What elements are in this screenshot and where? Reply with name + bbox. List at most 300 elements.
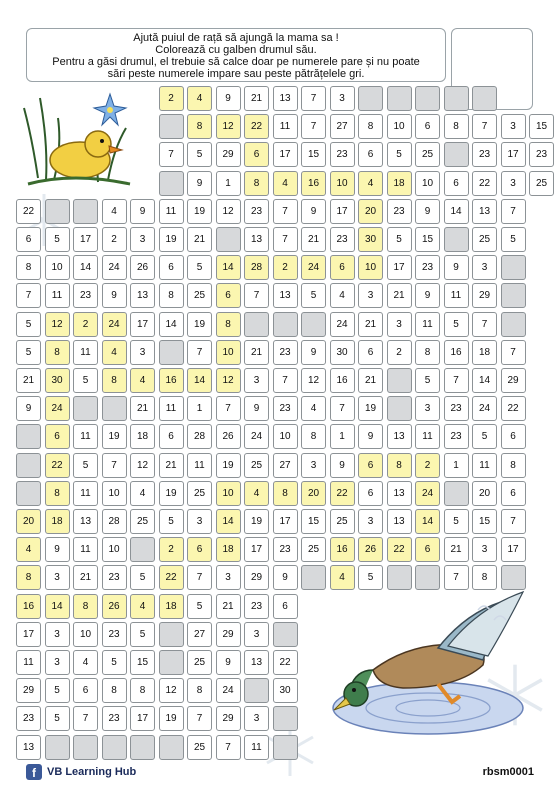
number-cell[interactable]: 11	[472, 453, 497, 478]
path-cell[interactable]: 8	[216, 312, 241, 337]
number-cell[interactable]: 17	[273, 142, 298, 167]
number-cell[interactable]: 5	[187, 255, 212, 280]
path-cell[interactable]: 16	[330, 537, 355, 562]
number-cell[interactable]: 8	[415, 340, 440, 365]
path-cell[interactable]: 8	[45, 481, 70, 506]
number-cell[interactable]: 3	[130, 340, 155, 365]
blocked-cell[interactable]	[415, 86, 440, 111]
number-cell[interactable]: 25	[330, 509, 355, 534]
number-cell[interactable]: 2	[102, 227, 127, 252]
brand-footer[interactable]	[26, 764, 136, 780]
number-cell[interactable]: 24	[102, 255, 127, 280]
number-cell[interactable]: 17	[501, 537, 526, 562]
number-cell[interactable]: 13	[16, 735, 41, 760]
path-cell[interactable]: 10	[216, 340, 241, 365]
number-cell[interactable]: 19	[159, 706, 184, 731]
path-cell[interactable]: 22	[330, 481, 355, 506]
path-cell[interactable]: 18	[45, 509, 70, 534]
number-cell[interactable]: 6	[16, 227, 41, 252]
number-cell[interactable]: 3	[358, 283, 383, 308]
number-cell[interactable]: 3	[244, 368, 269, 393]
number-cell[interactable]: 23	[330, 142, 355, 167]
number-cell[interactable]: 23	[444, 396, 469, 421]
path-cell[interactable]: 6	[45, 424, 70, 449]
path-cell[interactable]: 10	[330, 171, 355, 196]
number-cell[interactable]: 23	[273, 340, 298, 365]
number-cell[interactable]: 3	[301, 453, 326, 478]
path-cell[interactable]: 20	[358, 199, 383, 224]
number-cell[interactable]: 24	[330, 312, 355, 337]
number-cell[interactable]: 23	[16, 706, 41, 731]
number-cell[interactable]: 21	[244, 340, 269, 365]
number-cell[interactable]: 10	[387, 114, 412, 139]
number-cell[interactable]: 21	[244, 86, 269, 111]
number-cell[interactable]: 25	[472, 227, 497, 252]
number-cell[interactable]: 2	[387, 340, 412, 365]
path-cell[interactable]: 4	[130, 594, 155, 619]
number-cell[interactable]: 16	[330, 368, 355, 393]
path-cell[interactable]: 2	[159, 537, 184, 562]
path-cell[interactable]: 6	[415, 537, 440, 562]
number-cell[interactable]: 20	[472, 481, 497, 506]
number-cell[interactable]: 23	[73, 283, 98, 308]
path-cell[interactable]: 24	[45, 396, 70, 421]
number-cell[interactable]: 6	[358, 142, 383, 167]
path-cell[interactable]: 14	[45, 594, 70, 619]
blocked-cell[interactable]	[501, 312, 526, 337]
blocked-cell[interactable]	[216, 227, 241, 252]
blocked-cell[interactable]	[244, 678, 269, 703]
number-cell[interactable]: 11	[159, 199, 184, 224]
number-cell[interactable]: 13	[73, 509, 98, 534]
blocked-cell[interactable]	[501, 565, 526, 590]
blocked-cell[interactable]	[358, 86, 383, 111]
path-cell[interactable]: 4	[16, 537, 41, 562]
number-cell[interactable]: 3	[45, 650, 70, 675]
number-cell[interactable]: 23	[244, 199, 269, 224]
blocked-cell[interactable]	[45, 735, 70, 760]
number-cell[interactable]: 17	[387, 255, 412, 280]
path-cell[interactable]: 4	[358, 171, 383, 196]
number-cell[interactable]: 5	[187, 594, 212, 619]
number-cell[interactable]: 10	[73, 622, 98, 647]
number-cell[interactable]: 4	[301, 396, 326, 421]
path-cell[interactable]: 8	[16, 565, 41, 590]
number-cell[interactable]: 4	[130, 481, 155, 506]
number-cell[interactable]: 18	[472, 340, 497, 365]
number-cell[interactable]: 24	[244, 424, 269, 449]
number-cell[interactable]: 21	[444, 537, 469, 562]
number-cell[interactable]: 25	[415, 142, 440, 167]
number-cell[interactable]: 19	[102, 424, 127, 449]
number-cell[interactable]: 13	[273, 86, 298, 111]
number-cell[interactable]: 23	[102, 706, 127, 731]
number-cell[interactable]: 19	[187, 199, 212, 224]
number-cell[interactable]: 9	[415, 283, 440, 308]
blocked-cell[interactable]	[444, 481, 469, 506]
blocked-cell[interactable]	[102, 735, 127, 760]
number-cell[interactable]: 7	[301, 86, 326, 111]
number-cell[interactable]: 29	[216, 706, 241, 731]
number-cell[interactable]: 19	[358, 396, 383, 421]
number-cell[interactable]: 7	[501, 509, 526, 534]
number-cell[interactable]: 7	[16, 283, 41, 308]
number-cell[interactable]: 5	[102, 650, 127, 675]
number-cell[interactable]: 1	[216, 171, 241, 196]
path-cell[interactable]: 20	[301, 481, 326, 506]
blocked-cell[interactable]	[444, 86, 469, 111]
number-cell[interactable]: 19	[159, 227, 184, 252]
number-cell[interactable]: 17	[16, 622, 41, 647]
number-cell[interactable]: 3	[330, 86, 355, 111]
number-cell[interactable]: 7	[216, 735, 241, 760]
number-cell[interactable]: 4	[73, 650, 98, 675]
number-cell[interactable]: 8	[501, 453, 526, 478]
number-cell[interactable]: 7	[301, 114, 326, 139]
number-cell[interactable]: 30	[273, 678, 298, 703]
number-cell[interactable]: 10	[415, 171, 440, 196]
number-cell[interactable]: 9	[330, 453, 355, 478]
path-cell[interactable]: 2	[273, 255, 298, 280]
path-cell[interactable]: 24	[102, 312, 127, 337]
path-cell[interactable]: 2	[159, 86, 184, 111]
number-cell[interactable]: 29	[244, 565, 269, 590]
number-cell[interactable]: 11	[244, 735, 269, 760]
number-cell[interactable]: 21	[358, 368, 383, 393]
number-cell[interactable]: 29	[16, 678, 41, 703]
path-cell[interactable]: 6	[244, 142, 269, 167]
number-cell[interactable]: 19	[187, 312, 212, 337]
number-cell[interactable]: 3	[387, 312, 412, 337]
path-cell[interactable]: 16	[301, 171, 326, 196]
path-cell[interactable]: 8	[387, 453, 412, 478]
number-cell[interactable]: 25	[130, 509, 155, 534]
path-cell[interactable]: 14	[415, 509, 440, 534]
number-cell[interactable]: 5	[501, 227, 526, 252]
blocked-cell[interactable]	[102, 396, 127, 421]
number-cell[interactable]: 13	[244, 227, 269, 252]
number-cell[interactable]: 13	[244, 650, 269, 675]
number-cell[interactable]: 5	[387, 142, 412, 167]
blocked-cell[interactable]	[415, 565, 440, 590]
blocked-cell[interactable]	[159, 650, 184, 675]
number-cell[interactable]: 28	[102, 509, 127, 534]
number-cell[interactable]: 5	[73, 368, 98, 393]
number-cell[interactable]: 13	[387, 424, 412, 449]
number-cell[interactable]: 19	[159, 481, 184, 506]
number-cell[interactable]: 11	[45, 283, 70, 308]
path-cell[interactable]: 6	[330, 255, 355, 280]
number-cell[interactable]: 21	[387, 283, 412, 308]
number-cell[interactable]: 21	[159, 453, 184, 478]
path-cell[interactable]: 2	[415, 453, 440, 478]
number-cell[interactable]: 6	[501, 424, 526, 449]
number-cell[interactable]: 9	[45, 537, 70, 562]
number-cell[interactable]: 23	[387, 199, 412, 224]
number-cell[interactable]: 17	[244, 537, 269, 562]
number-cell[interactable]: 12	[159, 678, 184, 703]
blocked-cell[interactable]	[73, 199, 98, 224]
number-cell[interactable]: 5	[444, 509, 469, 534]
path-cell[interactable]: 10	[216, 481, 241, 506]
number-cell[interactable]: 22	[273, 650, 298, 675]
number-cell[interactable]: 7	[102, 453, 127, 478]
number-cell[interactable]: 8	[159, 283, 184, 308]
path-cell[interactable]: 22	[45, 453, 70, 478]
number-cell[interactable]: 7	[159, 142, 184, 167]
number-cell[interactable]: 15	[301, 509, 326, 534]
number-cell[interactable]: 9	[16, 396, 41, 421]
number-cell[interactable]: 11	[415, 424, 440, 449]
number-cell[interactable]: 28	[187, 424, 212, 449]
blocked-cell[interactable]	[16, 453, 41, 478]
path-cell[interactable]: 24	[301, 255, 326, 280]
number-cell[interactable]: 5	[444, 312, 469, 337]
number-cell[interactable]: 13	[387, 481, 412, 506]
number-cell[interactable]: 21	[358, 312, 383, 337]
number-cell[interactable]: 6	[501, 481, 526, 506]
number-cell[interactable]: 29	[216, 622, 241, 647]
number-cell[interactable]: 21	[130, 396, 155, 421]
number-cell[interactable]: 9	[415, 199, 440, 224]
number-cell[interactable]: 6	[159, 424, 184, 449]
number-cell[interactable]: 7	[187, 340, 212, 365]
number-cell[interactable]: 9	[301, 199, 326, 224]
number-cell[interactable]: 5	[358, 565, 383, 590]
number-cell[interactable]: 17	[130, 312, 155, 337]
number-cell[interactable]: 8	[472, 565, 497, 590]
number-cell[interactable]: 21	[216, 594, 241, 619]
blocked-cell[interactable]	[159, 735, 184, 760]
path-cell[interactable]: 22	[387, 537, 412, 562]
number-cell[interactable]: 8	[130, 678, 155, 703]
blocked-cell[interactable]	[16, 481, 41, 506]
number-cell[interactable]: 24	[216, 678, 241, 703]
path-cell[interactable]: 22	[244, 114, 269, 139]
blocked-cell[interactable]	[130, 537, 155, 562]
number-cell[interactable]: 3	[216, 565, 241, 590]
blocked-cell[interactable]	[73, 396, 98, 421]
blocked-cell[interactable]	[301, 565, 326, 590]
number-cell[interactable]: 29	[472, 283, 497, 308]
number-cell[interactable]: 5	[45, 678, 70, 703]
path-cell[interactable]: 6	[216, 283, 241, 308]
number-cell[interactable]: 7	[187, 565, 212, 590]
blocked-cell[interactable]	[387, 565, 412, 590]
path-cell[interactable]: 12	[216, 368, 241, 393]
number-cell[interactable]: 19	[216, 453, 241, 478]
blocked-cell[interactable]	[301, 312, 326, 337]
number-cell[interactable]: 17	[130, 706, 155, 731]
number-cell[interactable]: 27	[330, 114, 355, 139]
number-cell[interactable]: 25	[301, 537, 326, 562]
number-cell[interactable]: 23	[472, 142, 497, 167]
number-cell[interactable]: 5	[387, 227, 412, 252]
path-cell[interactable]: 8	[187, 114, 212, 139]
number-cell[interactable]: 4	[102, 199, 127, 224]
number-cell[interactable]: 1	[330, 424, 355, 449]
number-cell[interactable]: 22	[472, 171, 497, 196]
number-cell[interactable]: 15	[472, 509, 497, 534]
number-cell[interactable]: 5	[130, 565, 155, 590]
path-cell[interactable]: 14	[187, 368, 212, 393]
number-cell[interactable]: 5	[415, 368, 440, 393]
number-cell[interactable]: 8	[16, 255, 41, 280]
number-cell[interactable]: 15	[130, 650, 155, 675]
number-cell[interactable]: 3	[472, 537, 497, 562]
number-cell[interactable]: 11	[444, 283, 469, 308]
path-cell[interactable]: 2	[73, 312, 98, 337]
number-cell[interactable]: 3	[45, 622, 70, 647]
number-cell[interactable]: 27	[273, 453, 298, 478]
number-cell[interactable]: 16	[444, 340, 469, 365]
number-cell[interactable]: 25	[187, 283, 212, 308]
path-cell[interactable]: 8	[73, 594, 98, 619]
blocked-cell[interactable]	[273, 622, 298, 647]
number-cell[interactable]: 11	[159, 396, 184, 421]
number-cell[interactable]: 22	[501, 396, 526, 421]
blocked-cell[interactable]	[73, 735, 98, 760]
number-cell[interactable]: 17	[330, 199, 355, 224]
number-cell[interactable]: 7	[273, 368, 298, 393]
number-cell[interactable]: 7	[472, 312, 497, 337]
path-cell[interactable]: 30	[358, 227, 383, 252]
path-cell[interactable]: 4	[187, 86, 212, 111]
path-cell[interactable]: 16	[159, 368, 184, 393]
number-cell[interactable]: 11	[16, 650, 41, 675]
number-cell[interactable]: 21	[187, 227, 212, 252]
number-cell[interactable]: 7	[73, 706, 98, 731]
number-cell[interactable]: 26	[216, 424, 241, 449]
number-cell[interactable]: 15	[415, 227, 440, 252]
number-cell[interactable]: 14	[444, 199, 469, 224]
path-cell[interactable]: 8	[45, 340, 70, 365]
blocked-cell[interactable]	[387, 396, 412, 421]
blocked-cell[interactable]	[387, 368, 412, 393]
blocked-cell[interactable]	[130, 735, 155, 760]
blocked-cell[interactable]	[45, 199, 70, 224]
number-cell[interactable]: 1	[444, 453, 469, 478]
number-cell[interactable]: 13	[273, 283, 298, 308]
path-cell[interactable]: 4	[244, 481, 269, 506]
number-cell[interactable]: 7	[472, 114, 497, 139]
number-cell[interactable]: 23	[102, 565, 127, 590]
blocked-cell[interactable]	[16, 424, 41, 449]
blocked-cell[interactable]	[244, 312, 269, 337]
number-cell[interactable]: 7	[187, 706, 212, 731]
number-cell[interactable]: 7	[444, 368, 469, 393]
number-cell[interactable]: 5	[187, 142, 212, 167]
number-cell[interactable]: 19	[244, 509, 269, 534]
blocked-cell[interactable]	[273, 706, 298, 731]
number-cell[interactable]: 12	[216, 199, 241, 224]
number-cell[interactable]: 10	[102, 537, 127, 562]
number-cell[interactable]: 26	[130, 255, 155, 280]
number-cell[interactable]: 11	[415, 312, 440, 337]
number-cell[interactable]: 30	[330, 340, 355, 365]
number-cell[interactable]: 1	[187, 396, 212, 421]
blocked-cell[interactable]	[501, 283, 526, 308]
number-cell[interactable]: 7	[330, 396, 355, 421]
number-cell[interactable]: 7	[444, 565, 469, 590]
path-cell[interactable]: 8	[102, 368, 127, 393]
blocked-cell[interactable]	[159, 171, 184, 196]
path-cell[interactable]: 28	[244, 255, 269, 280]
number-cell[interactable]: 13	[472, 199, 497, 224]
path-cell[interactable]: 14	[216, 509, 241, 534]
number-cell[interactable]: 8	[102, 678, 127, 703]
path-cell[interactable]: 4	[130, 368, 155, 393]
number-cell[interactable]: 3	[45, 565, 70, 590]
blocked-cell[interactable]	[273, 735, 298, 760]
number-cell[interactable]: 24	[472, 396, 497, 421]
number-cell[interactable]: 3	[415, 396, 440, 421]
number-cell[interactable]: 29	[216, 142, 241, 167]
number-cell[interactable]: 29	[501, 368, 526, 393]
number-cell[interactable]: 5	[130, 622, 155, 647]
path-cell[interactable]: 20	[16, 509, 41, 534]
number-cell[interactable]: 3	[358, 509, 383, 534]
number-cell[interactable]: 21	[73, 565, 98, 590]
number-cell[interactable]: 5	[301, 283, 326, 308]
number-cell[interactable]: 3	[244, 622, 269, 647]
number-cell[interactable]: 13	[130, 283, 155, 308]
number-cell[interactable]: 10	[45, 255, 70, 280]
number-cell[interactable]: 17	[73, 227, 98, 252]
number-cell[interactable]: 10	[102, 481, 127, 506]
number-cell[interactable]: 23	[273, 396, 298, 421]
number-cell[interactable]: 21	[301, 227, 326, 252]
number-cell[interactable]: 3	[244, 706, 269, 731]
path-cell[interactable]: 8	[273, 481, 298, 506]
number-cell[interactable]: 3	[130, 227, 155, 252]
blocked-cell[interactable]	[159, 340, 184, 365]
number-cell[interactable]: 14	[159, 312, 184, 337]
path-cell[interactable]: 8	[244, 171, 269, 196]
number-cell[interactable]: 9	[216, 86, 241, 111]
path-cell[interactable]: 18	[216, 537, 241, 562]
number-cell[interactable]: 6	[444, 171, 469, 196]
number-cell[interactable]: 18	[130, 424, 155, 449]
path-cell[interactable]: 6	[187, 537, 212, 562]
number-cell[interactable]: 23	[244, 594, 269, 619]
path-cell[interactable]: 24	[415, 481, 440, 506]
path-cell[interactable]: 4	[273, 171, 298, 196]
number-cell[interactable]: 8	[187, 678, 212, 703]
number-cell[interactable]: 9	[301, 340, 326, 365]
blocked-cell[interactable]	[273, 312, 298, 337]
number-cell[interactable]: 27	[187, 622, 212, 647]
number-cell[interactable]: 7	[273, 199, 298, 224]
path-cell[interactable]: 22	[159, 565, 184, 590]
blocked-cell[interactable]	[159, 114, 184, 139]
number-cell[interactable]: 9	[273, 565, 298, 590]
number-cell[interactable]: 12	[301, 368, 326, 393]
number-cell[interactable]: 11	[73, 537, 98, 562]
number-cell[interactable]: 25	[187, 481, 212, 506]
number-cell[interactable]: 14	[472, 368, 497, 393]
number-cell[interactable]: 3	[187, 509, 212, 534]
blocked-cell[interactable]	[444, 227, 469, 252]
number-cell[interactable]: 9	[358, 424, 383, 449]
number-cell[interactable]: 11	[73, 424, 98, 449]
number-cell[interactable]: 7	[501, 340, 526, 365]
number-cell[interactable]: 25	[187, 650, 212, 675]
number-cell[interactable]: 6	[159, 255, 184, 280]
number-cell[interactable]: 23	[273, 537, 298, 562]
number-cell[interactable]: 5	[16, 340, 41, 365]
number-cell[interactable]: 12	[130, 453, 155, 478]
